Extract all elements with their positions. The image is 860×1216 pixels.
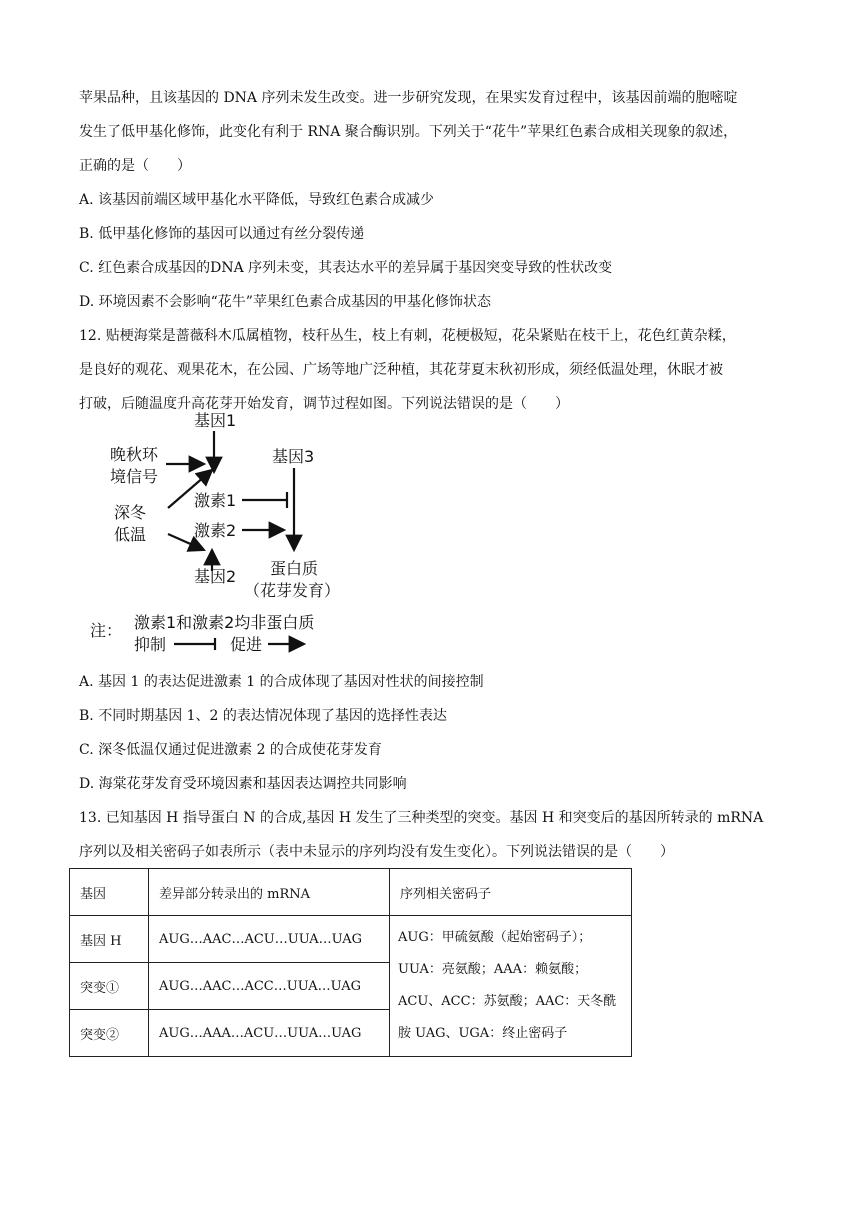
q13-stem-line-2: 序列以及相关密码子如表所示（表中未显示的序列均没有发生变化）。下列说法错误的是（ ） — [79, 844, 674, 860]
q12-option-b: B. 不同时期基因 1、2 的表达情况体现了基因的选择性表达 — [79, 708, 447, 724]
label-protein: 蛋白质 — [270, 559, 319, 578]
q12-option-d: D. 海棠花芽发育受环境因素和基因表达调控共同影响 — [79, 776, 407, 792]
table-header-row — [70, 869, 632, 916]
label-inhibit: 抑制 — [134, 635, 167, 654]
label-late-autumn-1: 晚秋环 — [110, 445, 159, 464]
regulation-diagram — [90, 406, 350, 668]
q12-stem-line-3: 打破，后随温度升高花芽开始发育，调节过程如图。下列说法错误的是（ ） — [79, 396, 569, 412]
cell-mrna-mutation-1: AUG…AAC…ACC…UUA…UAG — [149, 963, 390, 1010]
header-gene: 基因 — [70, 869, 149, 916]
q11-option-c: C. 红色素合成基因的DNA 序列未变，其表达水平的差异属于基因突变导致的性状改变 — [79, 260, 613, 276]
cell-gene-h: 基因 H — [70, 916, 149, 963]
label-note-text: 激素1和激素2均非蛋白质 — [134, 613, 315, 632]
q11-stem-line-1: 苹果品种，且该基因的 DNA 序列未发生改变。进一步研究发现，在果实发育过程中，该基因前端的胞嘧啶 — [79, 90, 738, 106]
label-hormone1: 激素1 — [194, 491, 237, 510]
label-deep-winter-2: 低温 — [114, 525, 147, 544]
label-gene2: 基因2 — [194, 567, 237, 586]
q13-stem-line-1: 13. 已知基因 H 指导蛋白 N 的合成,基因 H 发生了三种类型的突变。基因 H 和突变后的基因所转录的 mRNA — [79, 810, 764, 826]
q12-stem-line-2: 是良好的观花、观果花木，在公园、广场等地广泛种植，其花芽夏末秋初形成，须经低温处理，休眠才被 — [79, 362, 723, 378]
label-gene1: 基因1 — [194, 411, 237, 430]
q11-stem-line-3: 正确的是（ ） — [79, 158, 191, 174]
label-note-prefix: 注： — [90, 621, 123, 640]
label-promote: 促进 — [230, 635, 263, 654]
q12-option-c: C. 深冬低温仅通过促进激素 2 的合成使花芽发育 — [79, 742, 382, 758]
header-mrna: 差异部分转录出的 mRNA — [149, 869, 390, 916]
cell-mutation-2: 突变② — [70, 1010, 149, 1057]
cell-mutation-1: 突变① — [70, 963, 149, 1010]
q11-option-a: A. 该基因前端区域甲基化水平降低，导致红色素合成减少 — [79, 192, 435, 208]
label-deep-winter-1: 深冬 — [114, 503, 147, 522]
mrna-codon-table — [69, 868, 632, 1057]
header-codons: 序列相关密码子 — [390, 869, 632, 916]
q11-stem-line-2: 发生了低甲基化修饰，此变化有利于 RNA 聚合酶识别。下列关于“花牛”苹果红色素合成相关现象的叙述， — [79, 124, 738, 140]
q12-stem-line-1: 12. 贴梗海棠是蔷薇科木瓜属植物，枝秆丛生，枝上有刺，花梗极短，花朵紧贴在枝干上，花色红黄杂糅， — [79, 328, 736, 344]
label-hormone2: 激素2 — [194, 521, 237, 540]
label-late-autumn-2: 境信号 — [110, 467, 159, 486]
cell-mrna-mutation-2: AUG…AAA…ACU…UUA…UAG — [149, 1010, 390, 1057]
q11-option-d: D. 环境因素不会影响“花牛”苹果红色素合成基因的甲基化修饰状态 — [79, 294, 491, 310]
table-row — [70, 916, 632, 963]
cell-codon-info: AUG：甲硫氨酸（起始密码子）；UUA：亮氨酸；AAA：赖氨酸；ACU、ACC：苏氨酸；AAC：天冬酰胺 UAG、UGA：终止密码子 — [390, 916, 632, 1057]
q11-option-b: B. 低甲基化修饰的基因可以通过有丝分裂传递 — [79, 226, 365, 242]
cell-mrna-h: AUG…AAC…ACU…UUA…UAG — [149, 916, 390, 963]
label-bud-development: （花芽发育） — [244, 581, 341, 600]
label-gene3: 基因3 — [272, 447, 315, 466]
q12-option-a: A. 基因 1 的表达促进激素 1 的合成体现了基因对性状的间接控制 — [79, 674, 484, 690]
